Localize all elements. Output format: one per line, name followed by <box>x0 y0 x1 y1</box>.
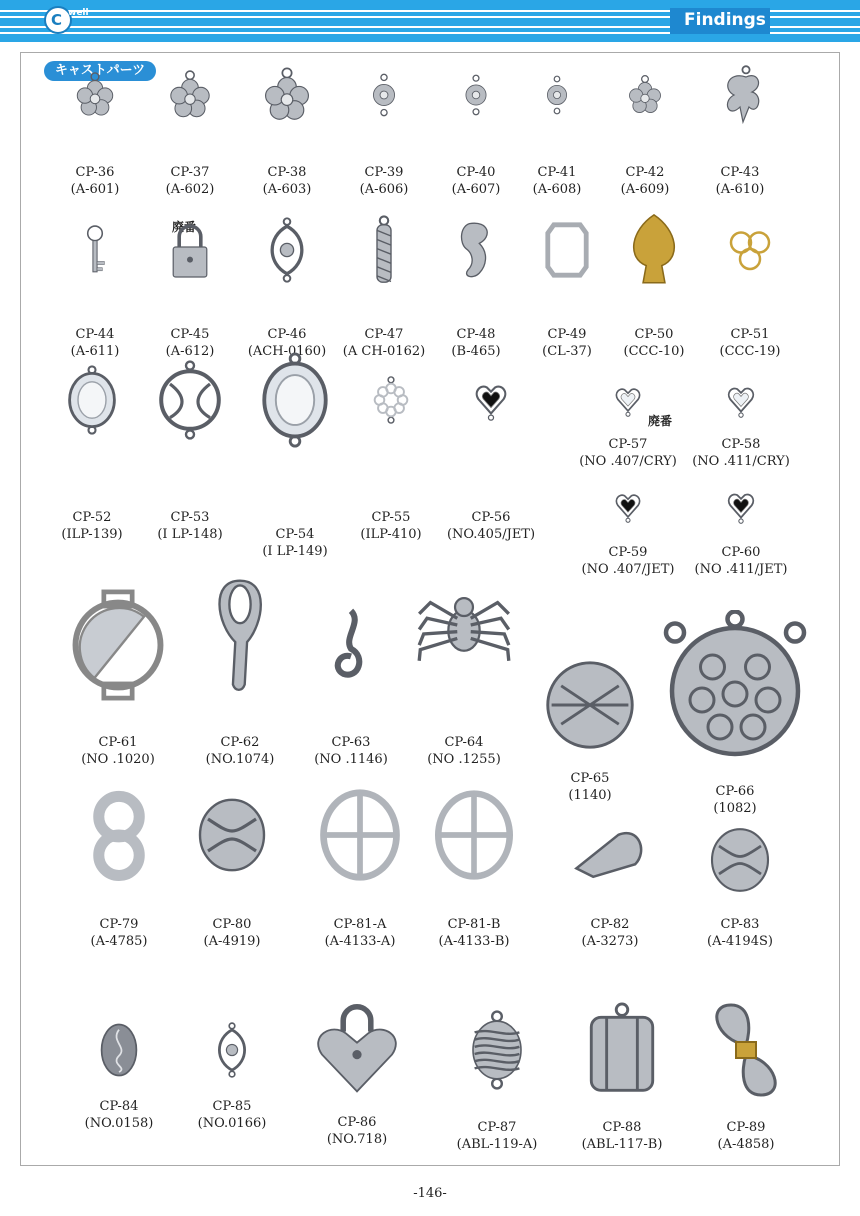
item-ref: (1140) <box>568 788 612 803</box>
item-code: CP-63 <box>331 735 371 750</box>
item-code: CP-62 <box>220 735 260 750</box>
item-ref: (A-4919) <box>203 934 261 949</box>
item-ref: (NO.0158) <box>84 1116 154 1131</box>
section-tag: キャストパーツ <box>44 61 156 81</box>
flower-charm-icon <box>164 69 216 121</box>
item-ref: (A-601) <box>70 182 120 197</box>
item-code: CP-44 <box>75 327 115 342</box>
item-ref: (A-3273) <box>581 934 639 949</box>
item-code: CP-38 <box>267 165 307 180</box>
item-ref: (A-606) <box>359 182 409 197</box>
rose-connector-icon <box>537 75 577 115</box>
item-code: CP-80 <box>212 917 252 932</box>
item-ref: (ABL-117-B) <box>581 1137 663 1152</box>
hook-clasp-icon <box>568 818 652 902</box>
item-code: CP-43 <box>720 165 760 180</box>
item-ref: (ACH-0160) <box>247 344 327 359</box>
item-ref: (I LP-148) <box>157 527 223 542</box>
round-medallion-icon <box>660 610 810 760</box>
item-code: CP-54 <box>275 527 315 542</box>
item-code: CP-52 <box>72 510 112 525</box>
item-ref: (A-611) <box>70 344 120 359</box>
tree-charm-icon <box>615 211 693 289</box>
rose-charm-icon <box>258 66 316 124</box>
item-code: CP-81-B <box>447 917 501 932</box>
treble-clef-icon <box>313 607 389 683</box>
item-code: CP-51 <box>730 327 770 342</box>
item-code: CP-47 <box>364 327 404 342</box>
item-ref: (A-4133-A) <box>324 934 396 949</box>
page-number: -146- <box>413 1186 447 1201</box>
item-code: CP-88 <box>602 1120 642 1135</box>
filigree-connector-icon <box>204 1022 260 1078</box>
item-code: CP-87 <box>477 1120 517 1135</box>
item-code: CP-48 <box>456 327 496 342</box>
triple-ring-icon <box>725 225 775 275</box>
round-link-icon <box>150 360 230 440</box>
item-ref: (1082) <box>713 801 757 816</box>
fairy-charm-icon <box>710 65 770 125</box>
item-ref: (NO.405/JET) <box>446 527 536 542</box>
item-code: CP-55 <box>371 510 411 525</box>
item-code: CP-46 <box>267 327 307 342</box>
item-ref: (A-607) <box>451 182 501 197</box>
item-ref: (A-610) <box>715 182 765 197</box>
padlock-charm-icon <box>160 220 220 280</box>
item-ref: (CCC-19) <box>719 344 781 359</box>
item-code: CP-66 <box>715 784 755 799</box>
flower-connector-icon <box>362 73 406 117</box>
filigree-connector-icon <box>254 217 320 283</box>
item-ref: (NO .1146) <box>314 752 388 767</box>
round-buckle-icon <box>59 586 177 704</box>
item-ref: (ABL-119-A) <box>456 1137 538 1152</box>
oval-crystal-link-icon <box>57 365 127 435</box>
item-code: CP-79 <box>99 917 139 932</box>
item-ref: (NO .407/CRY) <box>579 454 677 469</box>
frame-octagon-icon <box>537 220 597 280</box>
tube-clasp-icon <box>574 1002 670 1098</box>
shell-charm-icon <box>455 74 497 116</box>
bow-knot-icon <box>696 1000 796 1100</box>
item-ref: (NO .1020) <box>81 752 155 767</box>
flower-charm-icon <box>71 71 119 119</box>
dome-button-icon <box>542 657 638 753</box>
item-ref: (A-4858) <box>717 1137 775 1152</box>
item-ref: (NO.718) <box>326 1132 388 1147</box>
item-code: CP-65 <box>570 771 610 786</box>
heart-crystal-link-icon <box>723 382 759 418</box>
item-code: CP-36 <box>75 165 115 180</box>
item-code: CP-61 <box>98 735 138 750</box>
item-ref: (A-603) <box>262 182 312 197</box>
item-ref: (NO.0166) <box>197 1116 267 1131</box>
item-code: CP-40 <box>456 165 496 180</box>
item-code: CP-89 <box>726 1120 766 1135</box>
flower-charm-icon <box>624 74 666 116</box>
item-ref: (A-602) <box>165 182 215 197</box>
item-code: CP-60 <box>721 545 761 560</box>
item-ref: (ILP-410) <box>360 527 422 542</box>
knot-ball-icon <box>705 825 775 895</box>
item-code: CP-85 <box>212 1099 252 1114</box>
item-code: CP-59 <box>608 545 648 560</box>
item-code: CP-53 <box>170 510 210 525</box>
flower-link-icon <box>367 376 415 424</box>
item-ref: (A-4133-B) <box>438 934 510 949</box>
discontinued-label: 廃番 <box>648 414 673 428</box>
discontinued-label: 廃番 <box>172 220 197 234</box>
item-code: CP-37 <box>170 165 210 180</box>
oval-cross-link-icon <box>312 787 408 883</box>
page-title: Findings <box>684 10 766 30</box>
item-code: CP-41 <box>537 165 577 180</box>
logo-text: well <box>68 8 89 18</box>
item-ref: (NO .407/JET) <box>581 562 675 577</box>
item-ref: (A CH-0162) <box>342 344 426 359</box>
item-code: CP-82 <box>590 917 630 932</box>
item-code: CP-81-A <box>333 917 387 932</box>
item-ref: (NO .411/CRY) <box>692 454 790 469</box>
item-ref: (A-609) <box>620 182 670 197</box>
item-code: CP-50 <box>634 327 674 342</box>
heart-jet-link-icon <box>470 379 512 421</box>
item-ref: (A-4785) <box>90 934 148 949</box>
key-charm-icon <box>69 224 121 276</box>
item-ref: (B-465) <box>451 344 501 359</box>
item-code: CP-84 <box>99 1099 139 1114</box>
item-code: CP-39 <box>364 165 404 180</box>
item-ref: (CCC-10) <box>623 344 685 359</box>
item-ref: (ILP-139) <box>61 527 123 542</box>
teardrop-loop-icon <box>181 576 299 694</box>
wire-wrap-bead-icon <box>457 1010 537 1090</box>
item-ref: (NO .1255) <box>427 752 501 767</box>
item-ref: (CL-37) <box>542 344 592 359</box>
item-code: CP-42 <box>625 165 665 180</box>
oval-filigree-icon <box>90 1021 148 1079</box>
heart-crystal-link-icon <box>611 383 645 417</box>
heart-lock-icon <box>311 1004 403 1096</box>
logo-icon: C <box>44 6 72 34</box>
item-code: CP-64 <box>444 735 484 750</box>
figure-eight-icon <box>73 789 165 881</box>
item-code: CP-57 <box>608 437 648 452</box>
knot-bead-icon <box>192 795 272 875</box>
item-code: CP-58 <box>721 437 761 452</box>
oval-cross-link-icon <box>427 788 521 882</box>
oval-crystal-link-icon <box>247 352 343 448</box>
item-ref: (A-608) <box>532 182 582 197</box>
item-ref: (A-4194S) <box>707 934 773 949</box>
item-ref: (A-612) <box>165 344 215 359</box>
item-code: CP-45 <box>170 327 210 342</box>
item-code: CP-83 <box>720 917 760 932</box>
item-ref: (I LP-149) <box>262 544 328 559</box>
item-code: CP-56 <box>471 510 511 525</box>
spider-charm-icon <box>408 569 520 681</box>
item-ref: (NO.1074) <box>205 752 275 767</box>
seahorse-charm-icon <box>443 217 509 283</box>
heart-jet-link-icon <box>611 489 645 523</box>
item-code: CP-49 <box>547 327 587 342</box>
twisted-bar-icon <box>349 215 419 285</box>
heart-jet-link-icon <box>723 488 759 524</box>
item-ref: (NO .411/JET) <box>694 562 788 577</box>
item-code: CP-86 <box>337 1115 377 1130</box>
